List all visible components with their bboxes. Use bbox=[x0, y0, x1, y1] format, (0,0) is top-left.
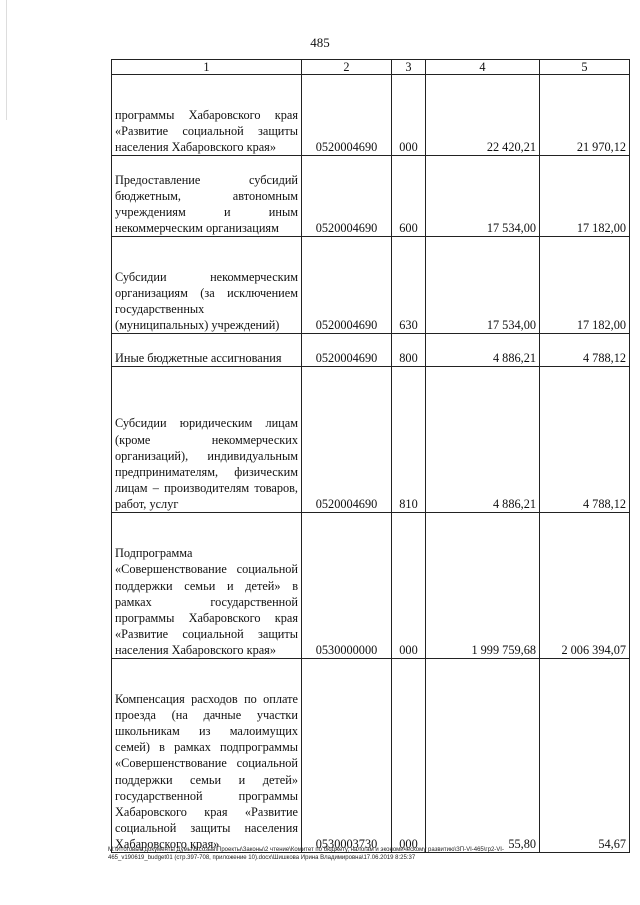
row-sum-2: 17 182,00 bbox=[540, 237, 630, 334]
row-type: 600 bbox=[392, 156, 426, 237]
row-sum-2: 4 788,12 bbox=[540, 334, 630, 367]
file-path-footer bbox=[108, 846, 618, 862]
row-type: 800 bbox=[392, 334, 426, 367]
row-type: 000 bbox=[392, 75, 426, 156]
table-row bbox=[112, 659, 630, 853]
row-name: Подпрограмма «Совершенствование социальной поддержки семьи и детей» в рамках государственной программы Хабаровского края «Развитие социальной защиты населения Хабаровского края» bbox=[112, 513, 302, 659]
row-code: 0520004690 bbox=[302, 367, 392, 513]
row-code: 0520004690 bbox=[302, 156, 392, 237]
column-header-3: 3 bbox=[392, 60, 426, 75]
row-sum-1: 4 886,21 bbox=[426, 367, 540, 513]
row-name: Иные бюджетные ассигнования bbox=[112, 334, 302, 367]
column-header-4: 4 bbox=[426, 60, 540, 75]
row-code: 0520004690 bbox=[302, 237, 392, 334]
table-row bbox=[112, 237, 630, 334]
row-code: 0530003730 bbox=[302, 659, 392, 853]
row-sum-2: 54,67 bbox=[540, 659, 630, 853]
row-sum-2: 2 006 394,07 bbox=[540, 513, 630, 659]
table-header-row bbox=[112, 60, 630, 75]
row-name: Компенсация расходов по оплате проезда (на дачные участки школьникам из малоимущих семей) в рамках подпрограммы «Совершенствование социальной поддержки семьи и детей» государственной программы Хабаровского края «Развитие социальной защиты населения Хабаровского края» bbox=[112, 659, 302, 853]
row-type: 000 bbox=[392, 513, 426, 659]
budget-table bbox=[111, 59, 630, 853]
row-name: Предоставление субсидий бюджетным, автономным учреждениям и иным некоммерческим организациям bbox=[112, 156, 302, 237]
row-name: Субсидии некоммерческим организациям (за исключением государственных (муниципальных) учреждений) bbox=[112, 237, 302, 334]
table-row bbox=[112, 156, 630, 237]
row-code: 0520004690 bbox=[302, 75, 392, 156]
margin-mark bbox=[6, 0, 7, 120]
column-header-2: 2 bbox=[302, 60, 392, 75]
row-sum-1: 4 886,21 bbox=[426, 334, 540, 367]
table-row bbox=[112, 367, 630, 513]
table-row bbox=[112, 334, 630, 367]
row-sum-1: 55,80 bbox=[426, 659, 540, 853]
row-sum-2: 17 182,00 bbox=[540, 156, 630, 237]
row-code: 0530000000 bbox=[302, 513, 392, 659]
column-header-5: 5 bbox=[540, 60, 630, 75]
row-type: 630 bbox=[392, 237, 426, 334]
row-type: 810 bbox=[392, 367, 426, 513]
row-name: Субсидии юридическим лицам (кроме некоммерческих организаций), индивидуальным предпринимателям, физическим лицам – производителям товаров, работ, услуг bbox=[112, 367, 302, 513]
row-sum-2: 21 970,12 bbox=[540, 75, 630, 156]
footer-line-2: 465_v190619_budget01 (стр.397-708, приложение 10).docx\Шишкова Ирина Владимировна\17.06.2019 8:25:37 bbox=[108, 855, 416, 861]
row-sum-1: 17 534,00 bbox=[426, 237, 540, 334]
row-sum-1: 1 999 759,68 bbox=[426, 513, 540, 659]
row-name: программы Хабаровского края «Развитие социальной защиты населения Хабаровского края» bbox=[112, 75, 302, 156]
page-number: 485 bbox=[310, 35, 330, 50]
row-sum-1: 22 420,21 bbox=[426, 75, 540, 156]
row-sum-1: 17 534,00 bbox=[426, 156, 540, 237]
row-code: 0520004690 bbox=[302, 334, 392, 367]
row-sum-2: 4 788,12 bbox=[540, 367, 630, 513]
table-row bbox=[112, 513, 630, 659]
column-header-1: 1 bbox=[112, 60, 302, 75]
footer-line-1: М:\Итоговые документы Думы\6 созыв\Проекты\Законы\2 чтение\Комитет по бюджету, налогам и экономическому развитию\ЗП-VI-465\гр2-VI- bbox=[108, 847, 504, 853]
table-row bbox=[112, 75, 630, 156]
row-type: 000 bbox=[392, 659, 426, 853]
